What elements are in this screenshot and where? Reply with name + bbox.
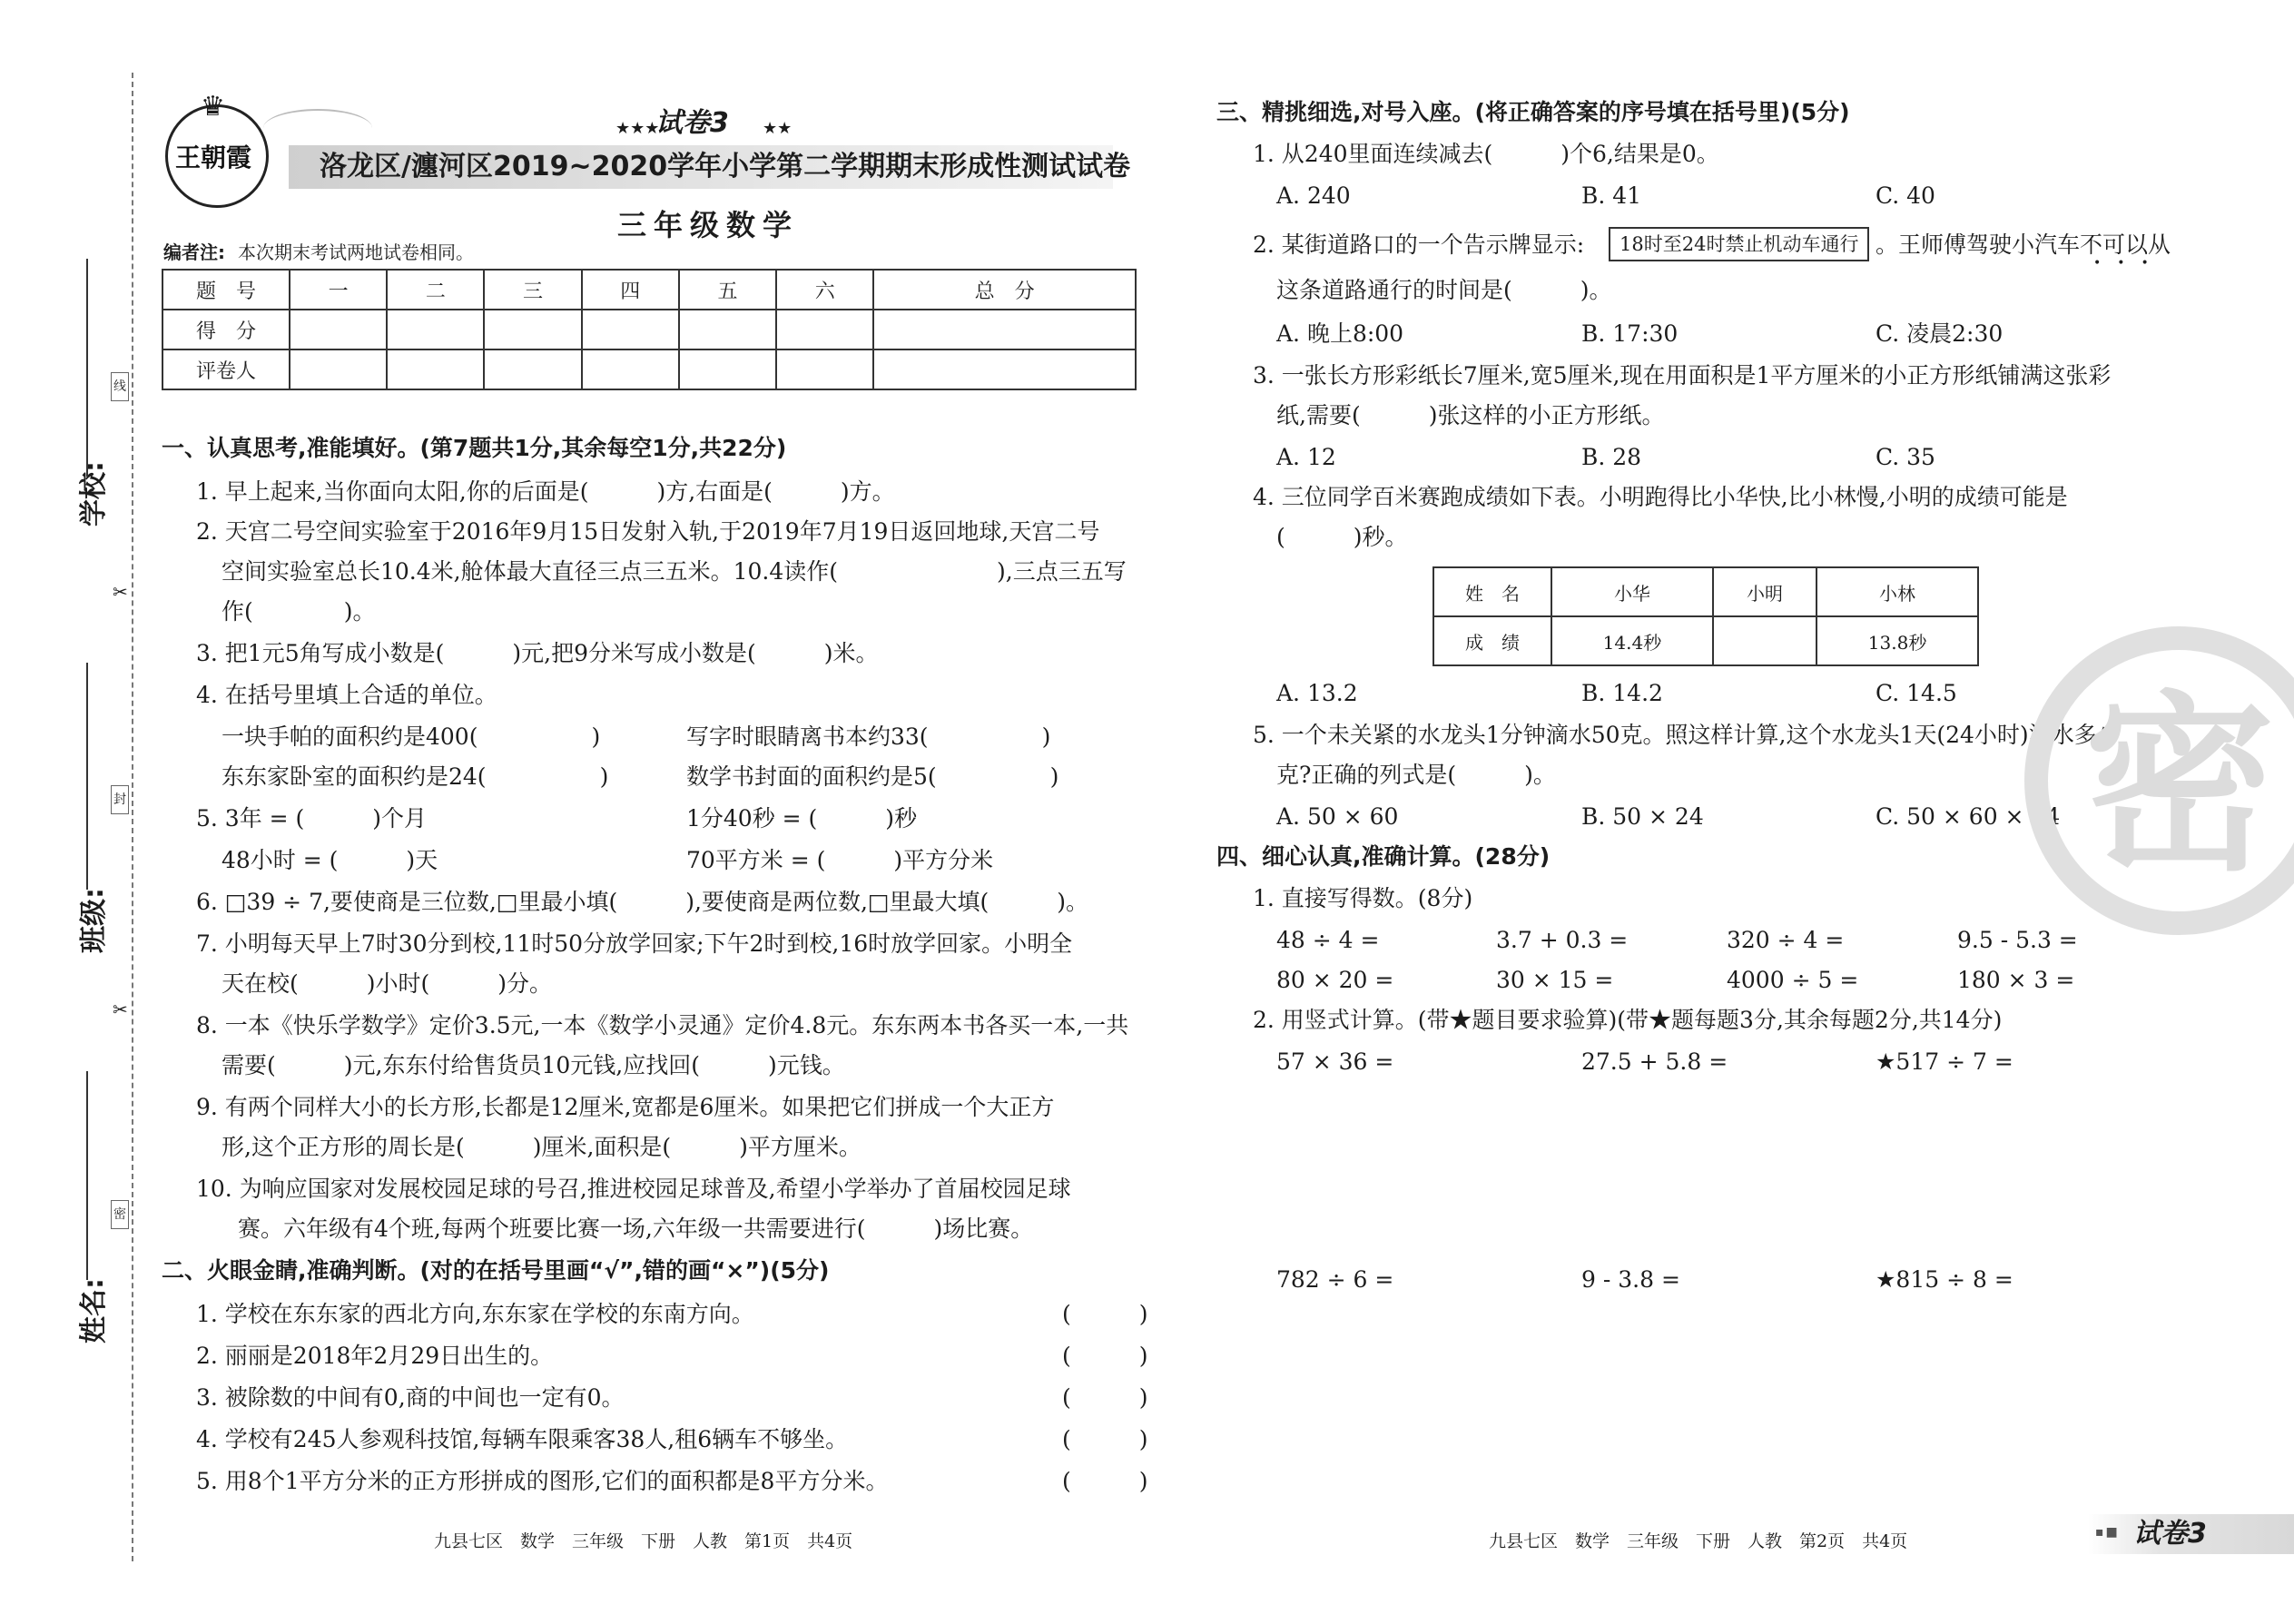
score-cell[interactable] <box>873 349 1136 389</box>
calc-item: 9.5 - 5.3 = <box>1957 927 2078 953</box>
calc-item: 30 × 15 = <box>1496 967 1614 993</box>
score-cell[interactable] <box>679 349 776 389</box>
question-1-9: 9. 有两个同样大小的长方形,长都是12厘米,宽都是6厘米。如果把它们拼成一个大正方 <box>196 1094 1055 1120</box>
table-row <box>1433 567 1978 616</box>
question-1-4a: 一块手帕的面积约是400( ) <box>222 723 601 750</box>
scissor-icon: ✂ <box>113 999 128 1020</box>
score-cell[interactable] <box>387 310 484 349</box>
question-3-2-post: 。王师傅驾驶小汽车不可以从 <box>1876 231 2171 258</box>
question-1-4d: 数学书封面的面积约是5( ) <box>686 763 1059 790</box>
question-1-5d: 70平方米 = ( )平方分米 <box>686 847 994 873</box>
question-1-8-line2: 需要( )元,东东付给售货员10元钱,应找回( )元钱。 <box>222 1052 845 1078</box>
section2-title: 二、火眼金睛,准确判断。(对的在括号里画“√”,错的画“×”)(5分) <box>162 1257 830 1284</box>
question-1-7: 7. 小明每天早上7时30分到校,11时50分放学回家;下午2时到校,16时放学回家。小明全 <box>196 930 1073 957</box>
table-header-cell: 小明 <box>1713 567 1816 616</box>
score-cell[interactable] <box>582 310 679 349</box>
table-cell: 14.4秒 <box>1551 616 1713 665</box>
class-label: 班级: <box>78 888 110 953</box>
score-cell[interactable] <box>484 310 581 349</box>
table-header-cell: 四 <box>582 270 679 310</box>
score-cell[interactable] <box>776 349 873 389</box>
judge-item: 3. 被除数的中间有0,商的中间也一定有0。 <box>196 1384 625 1411</box>
vertical-calc-item: 782 ÷ 6 = <box>1276 1266 1394 1293</box>
question-3-5-line2: 克?正确的列式是( )。 <box>1276 762 1556 788</box>
table-header-cell: 总 分 <box>873 270 1136 310</box>
question-1-2-line3: 作( )。 <box>222 598 376 625</box>
score-cell[interactable] <box>582 349 679 389</box>
judge-item: 4. 学校有245人参观科技馆,每辆车限乘客38人,租6辆车不够坐。 <box>196 1426 849 1452</box>
question-1-3: 3. 把1元5角写成小数是( )元,把9分米写成小数是( )米。 <box>196 640 879 666</box>
question-1-9-line2: 形,这个正方形的周长是( )厘米,面积是( )平方厘米。 <box>222 1134 861 1160</box>
question-1-10: 10. 为响应国家对发展校园足球的号召,推进校园足球普及,希望小学举办了首届校园足球 <box>196 1176 1071 1202</box>
score-cell[interactable] <box>290 310 387 349</box>
question-1-2: 2. 天宫二号空间实验室于2016年9月15日发射入轨,于2019年7月19日返回地球,天宫二号 <box>196 518 1100 545</box>
judge-bracket[interactable]: ( ) <box>1062 1468 1148 1494</box>
option-c: C. 40 <box>1876 182 1935 209</box>
section1-title: 一、认真思考,准能填好。(第7题共1分,其余每空1分,共22分) <box>162 435 787 461</box>
calc-item: 180 × 3 = <box>1957 967 2075 993</box>
question-1-4: 4. 在括号里填上合适的单位。 <box>196 682 497 708</box>
judge-bracket[interactable]: ( ) <box>1062 1384 1148 1411</box>
header-ribbon <box>263 109 372 147</box>
score-cell[interactable] <box>873 310 1136 349</box>
option-b: B. 28 <box>1581 444 1642 470</box>
table-row <box>1433 616 1978 665</box>
seal-mark-seal: 封 <box>111 785 129 814</box>
calc-item: 80 × 20 = <box>1276 967 1394 993</box>
vertical-calc-item: ★815 ÷ 8 = <box>1876 1266 2013 1293</box>
paper-label: 试卷3 <box>655 107 729 139</box>
question-3-2: 2. 某街道路口的一个告示牌显示: <box>1253 231 1585 258</box>
table-cell: 13.8秒 <box>1816 616 1978 665</box>
subject-title: 三年级数学 <box>617 208 800 242</box>
race-table <box>1433 566 1979 666</box>
seal-mark-line: 线 <box>111 372 129 401</box>
judge-item: 1. 学校在东东家的西北方向,东东家在学校的东南方向。 <box>196 1301 754 1327</box>
vertical-calc-item: ★517 ÷ 7 = <box>1876 1048 2013 1075</box>
option-b: B. 17:30 <box>1581 320 1679 347</box>
calc-item: 320 ÷ 4 = <box>1727 927 1845 953</box>
calc-item: 4000 ÷ 5 = <box>1727 967 1859 993</box>
school-label: 学校: <box>78 461 110 527</box>
part-2-title: 2. 用竖式计算。(带★题目要求验算)(带★题每题3分,其余每题2分,共14分) <box>1253 1007 2003 1033</box>
editor-note: 本次期末考试两地试卷相同。 <box>238 241 474 263</box>
binding-line <box>132 73 133 1561</box>
logo-text: 王朝霞 <box>175 143 252 172</box>
calc-item: 3.7 + 0.3 = <box>1496 927 1629 953</box>
judge-bracket[interactable]: ( ) <box>1062 1343 1148 1369</box>
table-header-cell: 五 <box>679 270 776 310</box>
question-1-6: 6. □39 ÷ 7,要使商是三位数,□里最小填( ),要使商是两位数,□里最大填( )。 <box>196 889 1089 915</box>
name-underline <box>86 1071 88 1280</box>
table-row <box>162 349 1136 389</box>
vertical-calc-item: 27.5 + 5.8 = <box>1581 1048 1728 1075</box>
table-row <box>162 310 1136 349</box>
class-underline <box>86 663 88 890</box>
table-header-cell: 姓 名 <box>1433 567 1551 616</box>
option-b: B. 14.2 <box>1581 680 1663 706</box>
row-label: 成 绩 <box>1433 616 1551 665</box>
corner-squares: ▪■ <box>2095 1525 2120 1540</box>
question-1-4b: 写字时眼睛离书本约33( ) <box>686 723 1051 750</box>
section3-title: 三、精挑细选,对号入座。(将正确答案的序号填在括号里)(5分) <box>1216 99 1850 125</box>
name-label: 姓名: <box>78 1278 110 1343</box>
question-1-5c: 48小时 = ( )天 <box>222 847 438 873</box>
question-1-1: 1. 早上起来,当你面向太阳,你的后面是( )方,右面是( )方。 <box>196 478 895 505</box>
row-label: 得 分 <box>162 310 290 349</box>
score-table <box>162 269 1137 390</box>
option-c: C. 35 <box>1876 444 1935 470</box>
emphasis-dots: ••• <box>2093 256 2165 271</box>
question-3-4-line2: ( )秒。 <box>1276 524 1408 550</box>
logo-crown-icon: ♛ <box>201 91 225 123</box>
question-1-7-line2: 天在校( )小时( )分。 <box>222 970 553 997</box>
vertical-calc-item: 57 × 36 = <box>1276 1048 1394 1075</box>
judge-item: 5. 用8个1平方分米的正方形拼成的图形,它们的面积都是8平方分米。 <box>196 1468 889 1494</box>
score-cell[interactable] <box>484 349 581 389</box>
question-1-2-line2: 空间实验室总长10.4米,舱体最大直径三点三五米。10.4读作( ),三点三五写 <box>222 558 1127 585</box>
watermark-glyph: 密 <box>2084 674 2276 897</box>
scissor-icon: ✂ <box>113 581 128 603</box>
table-header-cell: 题 号 <box>162 270 290 310</box>
option-b: B. 41 <box>1581 182 1642 209</box>
score-cell[interactable] <box>679 310 776 349</box>
question-3-4: 4. 三位同学百米赛跑成绩如下表。小明跑得比小华快,比小林慢,小明的成绩可能是 <box>1253 484 2068 510</box>
section4-title: 四、细心认真,准确计算。(28分) <box>1216 843 1551 870</box>
secret-watermark <box>2024 626 2294 935</box>
stars-left: ★★★ <box>615 119 660 138</box>
table-header-cell: 一 <box>290 270 387 310</box>
question-3-5: 5. 一个未关紧的水龙头1分钟滴水50克。照这样计算,这个水龙头1天(24小时)滴水多少 <box>1253 722 2120 748</box>
judge-bracket[interactable]: ( ) <box>1062 1301 1148 1327</box>
option-a: A. 13.2 <box>1276 680 1358 706</box>
corner-paper-label: 试卷3 <box>2133 1518 2207 1550</box>
question-3-3: 3. 一张长方形彩纸长7厘米,宽5厘米,现在用面积是1平方厘米的小正方形纸铺满这张彩 <box>1253 362 2112 389</box>
school-underline <box>86 259 88 477</box>
table-header-cell: 小林 <box>1816 567 1978 616</box>
question-1-10-line2: 赛。六年级有4个班,每两个班要比赛一场,六年级一共需要进行( )场比赛。 <box>238 1216 1034 1242</box>
vertical-calc-item: 9 - 3.8 = <box>1581 1266 1680 1293</box>
table-cell <box>1713 616 1816 665</box>
footer-right: 九县七区 数学 三年级 下册 人教 第2页 共4页 <box>1489 1531 1908 1551</box>
table-header-cell: 六 <box>776 270 873 310</box>
option-c: C. 14.5 <box>1876 680 1957 706</box>
logo-badge <box>165 91 269 208</box>
judge-bracket[interactable]: ( ) <box>1062 1426 1148 1452</box>
option-b: B. 50 × 24 <box>1581 803 1704 830</box>
calc-item: 48 ÷ 4 = <box>1276 927 1380 953</box>
question-3-2-line2: 这条道路通行的时间是( )。 <box>1276 277 1612 303</box>
option-a: A. 12 <box>1276 444 1336 470</box>
table-header-cell: 二 <box>387 270 484 310</box>
question-3-3-line2: 纸,需要( )张这样的小正方形纸。 <box>1276 402 1665 428</box>
table-row <box>162 270 1136 310</box>
table-header-cell: 小华 <box>1551 567 1713 616</box>
footer-left: 九县七区 数学 三年级 下册 人教 第1页 共4页 <box>434 1531 853 1551</box>
score-cell[interactable] <box>776 310 873 349</box>
option-a: A. 晚上8:00 <box>1276 320 1404 347</box>
table-header-cell: 三 <box>484 270 581 310</box>
question-1-4c: 东东家卧室的面积约是24( ) <box>222 763 609 790</box>
option-c: C. 凌晨2:30 <box>1876 320 2004 347</box>
traffic-sign: 18时至24时禁止机动车通行 <box>1609 227 1869 261</box>
question-3-1: 1. 从240里面连续减去( )个6,结果是0。 <box>1253 141 1719 167</box>
question-1-8: 8. 一本《快乐学数学》定价3.5元,一本《数学小灵通》定价4.8元。东东两本书各买一本,一共 <box>196 1012 1129 1038</box>
judge-item: 2. 丽丽是2018年2月29日出生的。 <box>196 1343 554 1369</box>
seal-mark-secret: 密 <box>111 1200 129 1229</box>
stars-right: ★★ <box>763 119 793 138</box>
score-cell[interactable] <box>290 349 387 389</box>
editor-note-label: 编者注: <box>163 241 225 263</box>
option-a: A. 50 × 60 <box>1276 803 1399 830</box>
row-label: 评卷人 <box>162 349 290 389</box>
question-1-5b: 1分40秒 = ( )秒 <box>686 805 918 832</box>
option-c: C. 50 × 60 × 24 <box>1876 803 2061 830</box>
score-cell[interactable] <box>387 349 484 389</box>
exam-title: 洛龙区/瀍河区2019~2020学年小学第二学期期末形成性测试试卷 <box>320 151 1131 182</box>
part-1-title: 1. 直接写得数。(8分) <box>1253 885 1473 911</box>
question-1-5a: 5. 3年 = ( )个月 <box>196 805 428 832</box>
option-a: A. 240 <box>1276 182 1351 209</box>
